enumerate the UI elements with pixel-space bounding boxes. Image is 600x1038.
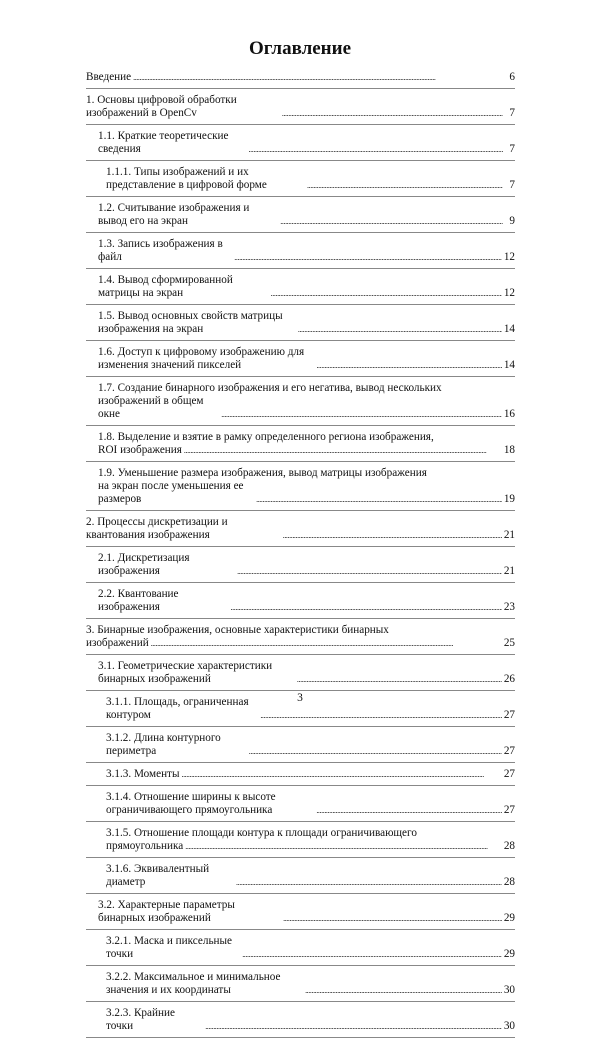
page-title: Оглавление — [248, 38, 352, 59]
toc-entry[interactable] — [86, 341, 515, 377]
toc-entry-title: 3.2.1. Маска и пиксельные точки — [106, 935, 233, 960]
toc-entry-title: 3.1.1. Площадь, ограниченная контуром — [106, 696, 249, 721]
dot-leader — [283, 529, 502, 542]
dot-leader — [181, 768, 501, 781]
toc-entry[interactable] — [86, 727, 515, 763]
dot-leader — [234, 251, 502, 264]
dot-leader — [185, 840, 502, 853]
toc-entry-page: 25 — [503, 637, 515, 649]
toc-entry[interactable] — [86, 89, 515, 125]
toc-entry-title: 3.1.3. Моменты — [106, 768, 180, 780]
dot-leader — [316, 804, 502, 817]
toc-entry[interactable] — [86, 547, 515, 583]
toc-entry-title-line: 1.8. Выделение и взятие в рамку определенного региона изображения, — [98, 431, 434, 443]
toc-entry-page: 7 — [509, 107, 515, 119]
toc-entry-title: на экран после уменьшения ее размеров — [98, 480, 244, 505]
toc-entry-title: 3.1.4. Отношение ширины к высоте ограничивающего прямоугольника — [106, 791, 276, 816]
toc-entry[interactable] — [86, 125, 515, 161]
toc-entry-page: 9 — [509, 215, 515, 227]
toc-entry[interactable] — [86, 655, 515, 691]
toc-entry-title: 3.2. Характерные параметры бинарных изображений — [98, 899, 235, 924]
toc-entry-title: 3.1.6. Эквивалентный диаметр — [106, 863, 210, 888]
toc-entry-title: 3.2.3. Крайние точки — [106, 1007, 175, 1032]
toc-entry-page: 28 — [503, 876, 515, 888]
toc-entry-page: 30 — [503, 984, 515, 996]
toc-entry-page: 27 — [503, 768, 515, 780]
toc-entry-title: 2.2. Квантование изображения — [98, 588, 179, 613]
dot-leader — [316, 359, 501, 372]
toc-entry-page: 23 — [503, 601, 515, 613]
toc-entry-page: 27 — [503, 709, 515, 721]
toc-entry-title: 1.4. Вывод сформированной матрицы на экран — [98, 274, 233, 299]
toc-entry[interactable] — [86, 583, 515, 619]
toc-entry-page: 26 — [503, 673, 515, 685]
toc-entry-page: 19 — [503, 493, 515, 505]
toc-entry[interactable] — [86, 619, 515, 655]
dot-leader — [271, 287, 502, 300]
toc-entry-title: изображений — [86, 637, 149, 649]
dot-leader — [298, 323, 502, 336]
dot-leader — [236, 876, 502, 889]
toc-entry[interactable] — [86, 894, 515, 930]
toc-entry-title: ROI изображения — [98, 444, 182, 456]
toc-entry[interactable] — [86, 930, 515, 966]
dot-leader — [205, 1020, 502, 1033]
toc-entry-title: Введение — [86, 71, 132, 83]
toc-entry-title-line: 1.7. Создание бинарного изображения и его негатива, вывод нескольких — [98, 382, 442, 394]
toc-entry[interactable] — [86, 1002, 515, 1038]
toc-entry-title: прямоугольника — [106, 840, 184, 852]
dot-leader — [231, 601, 502, 614]
toc-entry-page: 14 — [503, 359, 515, 371]
toc-entry-page: 16 — [503, 408, 515, 420]
dot-leader — [282, 107, 503, 120]
toc-entry-title: 1.5. Вывод основных свойств матрицы изображения на экран — [98, 310, 283, 335]
dot-leader — [249, 745, 502, 758]
toc-entry[interactable] — [86, 197, 515, 233]
toc-entry-page: 7 — [509, 179, 515, 191]
dot-leader — [280, 215, 503, 228]
toc-entry-page: 18 — [503, 444, 515, 456]
toc-entry-page: 28 — [503, 840, 515, 852]
toc-entry[interactable] — [86, 161, 515, 197]
toc-entry-page: 12 — [503, 251, 515, 263]
dot-leader — [307, 179, 503, 192]
toc-entry-title: изображений в общем окне — [98, 395, 204, 420]
toc-entry-page: 30 — [503, 1020, 515, 1032]
page-number: 3 — [297, 692, 303, 704]
toc-entry-title-line: 3. Бинарные изображения, основные характеристики бинарных — [86, 624, 389, 636]
dot-leader — [283, 912, 502, 925]
toc-entry-page: 14 — [503, 323, 515, 335]
dot-leader — [256, 493, 502, 506]
toc-entry-title: 2.1. Дискретизация изображения — [98, 552, 190, 577]
toc-entry[interactable] — [86, 966, 515, 1002]
dot-leader — [297, 673, 502, 686]
dot-leader — [184, 444, 502, 457]
toc-entry-title: 3.1.2. Длина контурного периметра — [106, 732, 221, 757]
toc-entry-title: 1.2. Считывание изображения и вывод его на экран — [98, 202, 250, 227]
toc-entry[interactable] — [86, 858, 515, 894]
toc-entry[interactable] — [86, 462, 515, 511]
toc-entry[interactable] — [86, 305, 515, 341]
dot-leader — [133, 71, 503, 84]
toc-entry-title: 1. Основы цифровой обработки изображений в OpenCv — [86, 94, 237, 119]
dot-leader — [237, 565, 502, 578]
toc-entry-title: 1.1. Краткие теоретические сведения — [98, 130, 229, 155]
toc-entry[interactable] — [86, 66, 515, 89]
toc-entry-page: 27 — [503, 804, 515, 816]
toc-entry-title: 3.1. Геометрические характеристики бинарных изображений — [98, 660, 273, 685]
toc-entry-title: 1.1.1. Типы изображений и их представление в цифровой форме — [106, 166, 267, 191]
toc-entry-page: 29 — [503, 912, 515, 924]
toc-entry[interactable] — [86, 511, 515, 547]
dot-leader — [242, 948, 502, 961]
toc-entry-title-line: 1.9. Уменьшение размера изображения, вывод матрицы изображения — [98, 467, 427, 479]
toc-entry-page: 6 — [509, 71, 515, 83]
toc-entry-page: 21 — [503, 565, 515, 577]
toc-entry-title-line: 3.1.5. Отношение площади контура к площади ограничивающего — [106, 827, 417, 839]
toc-entry[interactable] — [86, 763, 515, 786]
dot-leader — [260, 709, 502, 722]
dot-leader — [221, 408, 502, 421]
toc-entry-title: 2. Процессы дискретизации и квантования изображения — [86, 516, 228, 541]
toc-entry-page: 12 — [503, 287, 515, 299]
toc-entry-title: 3.2.2. Максимальное и минимальное значения и их координаты — [106, 971, 281, 996]
toc-entry[interactable] — [86, 269, 515, 305]
toc-entry[interactable] — [86, 822, 515, 858]
toc-entry[interactable] — [86, 377, 515, 426]
toc-entry-title: 1.6. Доступ к цифровому изображению для изменения значений пикселей — [98, 346, 305, 371]
toc-entry-page: 21 — [503, 529, 515, 541]
toc-entry[interactable] — [86, 786, 515, 822]
toc-entry-page: 27 — [503, 745, 515, 757]
dot-leader — [249, 143, 503, 156]
dot-leader — [305, 984, 502, 997]
table-of-contents — [86, 66, 515, 1038]
toc-entry-title: 1.3. Запись изображения в файл — [98, 238, 223, 263]
dot-leader — [151, 637, 502, 650]
toc-entry-page: 7 — [509, 143, 515, 155]
toc-entry[interactable] — [86, 233, 515, 269]
toc-entry[interactable] — [86, 426, 515, 462]
toc-entry-page: 29 — [503, 948, 515, 960]
